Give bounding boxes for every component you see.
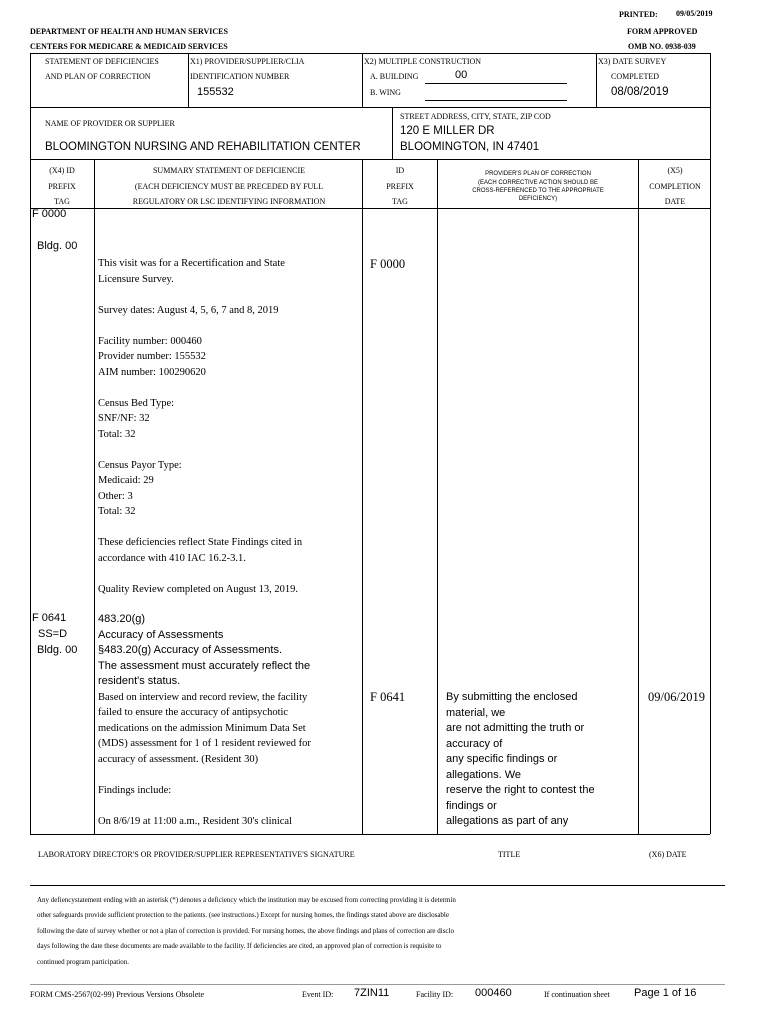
- plan-line: By submitting the enclosed: [446, 691, 578, 703]
- summary-line: Total: 32: [98, 506, 136, 517]
- event-id-label: Event ID:: [302, 990, 334, 999]
- x4-header-1: (X4) ID: [49, 166, 75, 175]
- summary-line: These deficiencies reflect State Findings cited in: [98, 537, 303, 548]
- form-approved: FORM APPROVED: [627, 27, 698, 36]
- top-box-border: [30, 53, 710, 54]
- regulation-section: §483.20(g) Accuracy of Assessments.: [98, 644, 283, 656]
- summary-line: This visit was for a Recertification and State: [98, 258, 285, 269]
- regulation-text: resident's status.: [98, 675, 181, 687]
- provider-id-value: 155532: [197, 86, 234, 98]
- disclaimer-line: days following the date these documents are made available to the facility. If deficiencies are cited, an approved plan of correction is requisite to: [37, 942, 442, 950]
- box-bottom-border: [30, 107, 710, 108]
- provider-id-label-2: IDENTIFICATION NUMBER: [190, 72, 290, 81]
- continuation-label: If continuation sheet: [544, 990, 610, 999]
- x5-header-1: (X5): [667, 166, 683, 175]
- disclaimer-line: Any defiencystatement ending with an asterisk (*) denotes a deficiency which the institution may be excused from correcting providing it is determin: [37, 896, 456, 904]
- deficiency-line: accuracy of assessment. (Resident 30): [98, 754, 259, 765]
- col-line-id: [437, 159, 438, 834]
- statement-label-1: STATEMENT OF DEFICIENCIES: [45, 57, 159, 66]
- provider-name-value: BLOOMINGTON NURSING AND REHABILITATION CENTER: [45, 141, 361, 153]
- col-line-left: [30, 159, 31, 834]
- regulation-title: Accuracy of Assessments: [98, 629, 224, 641]
- col-line-plan: [638, 159, 639, 834]
- disclaimer-line: other safeguards provide sufficient protection to the patients. (see instructions.) Except for nursing homes, the findings stated above are disclosable: [37, 911, 449, 919]
- id-tag-f0000: F 0000: [370, 257, 406, 271]
- wing-underline: [425, 100, 567, 101]
- deficiency-line: Findings include:: [98, 785, 172, 796]
- plan-header-3: CROSS-REFERENCED TO THE APPROPRIATE: [472, 188, 604, 194]
- completion-date: 09/06/2019: [648, 690, 705, 704]
- provider-id-label: X1) PROVIDER/SUPPLIER/CLIA: [190, 57, 305, 66]
- plan-line: accuracy of: [446, 738, 503, 750]
- summary-line: SNF/NF: 32: [98, 413, 150, 424]
- summary-line: Facility number: 000460: [98, 336, 202, 347]
- deficiency-line: (MDS) assessment for 1 of 1 resident reviewed for: [98, 738, 311, 749]
- id-tag-f0641: F 0641: [370, 690, 406, 704]
- plan-line: material, we: [446, 707, 506, 719]
- signature-label: LABORATORY DIRECTOR'S OR PROVIDER/SUPPLIER REPRESENTATIVE'S SIGNATURE: [38, 850, 355, 859]
- summary-header-3: REGULATORY OR LSC IDENTIFYING INFORMATION: [132, 197, 326, 206]
- statement-label-2: AND PLAN OF CORRECTION: [45, 72, 151, 81]
- summary-line: Other: 3: [98, 491, 133, 502]
- summary-line: Provider number: 155532: [98, 351, 206, 362]
- summary-line: accordance with 410 IAC 16.2-3.1.: [98, 553, 246, 564]
- summary-line: Census Payor Type:: [98, 460, 182, 471]
- facility-id-value: 000460: [475, 987, 512, 999]
- plan-line: reserve the right to contest the: [446, 784, 595, 796]
- form-id: FORM CMS-2567(02-99) Previous Versions Obsolete: [30, 990, 205, 999]
- building-underline: [425, 83, 567, 84]
- address-line-1: 120 E MILLER DR: [400, 125, 495, 137]
- x5-header-3: DATE: [664, 197, 686, 206]
- col-line-tag: [94, 159, 95, 834]
- tag-f0641: F 0641: [32, 612, 67, 624]
- col-line-summary: [362, 159, 363, 834]
- tag-bldg-2: Bldg. 00: [37, 644, 78, 656]
- id-header-1: ID: [395, 166, 405, 175]
- deficiency-line: Based on interview and record review, the facility: [98, 692, 308, 703]
- x4-header-2: PREFIX: [48, 182, 76, 191]
- regulation-number: 483.20(g): [98, 613, 146, 625]
- building-value: 00: [455, 69, 468, 81]
- box-left-border: [30, 53, 31, 107]
- tag-ss: SS=D: [38, 628, 68, 640]
- plan-line: are not admitting the truth or: [446, 722, 585, 734]
- column-header-top: [30, 159, 710, 160]
- x5-header-2: COMPLETION: [649, 182, 701, 191]
- summary-line: AIM number: 100290620: [98, 367, 206, 378]
- summary-line: Census Bed Type:: [98, 398, 175, 409]
- facility-id-label: Facility ID:: [416, 990, 454, 999]
- summary-line: Survey dates: August 4, 5, 6, 7 and 8, 2019: [98, 305, 279, 316]
- provider-left-border: [30, 107, 31, 159]
- deficiency-line: On 8/6/19 at 11:00 a.m., Resident 30's clinical: [98, 816, 292, 827]
- disclaimer-line: continued program participation.: [37, 958, 129, 966]
- disclaimer-line: following the date of survey whether or not a plan of correction is provided. For nursing homes, the above findings and plans of correction are disclo: [37, 927, 454, 935]
- plan-line: findings or: [446, 800, 497, 812]
- summary-header-1: SUMMARY STATEMENT OF DEFICIENCIE: [152, 166, 306, 175]
- date-label: (X6) DATE: [649, 850, 687, 859]
- col-line-right: [710, 159, 711, 834]
- plan-header-2: (EACH CORRECTIVE ACTION SHOULD BE: [477, 180, 599, 186]
- deficiency-line: failed to ensure the accuracy of antipsychotic: [98, 707, 289, 718]
- date-survey-value: 08/08/2019: [611, 86, 669, 98]
- omb-number: OMB NO. 0938-039: [628, 42, 696, 51]
- column-header-bottom: [30, 208, 710, 209]
- provider-divider: [392, 107, 393, 159]
- id-header-2: PREFIX: [386, 182, 414, 191]
- centers-name: CENTERS FOR MEDICARE & MEDICAID SERVICES: [30, 42, 228, 51]
- box-right-border: [710, 53, 711, 107]
- printed-label: PRINTED:: [619, 10, 658, 19]
- id-header-3: TAG: [392, 197, 408, 206]
- body-bottom-border: [30, 834, 710, 835]
- wing-label: B. WING: [370, 88, 401, 97]
- department-name: DEPARTMENT OF HEALTH AND HUMAN SERVICES: [30, 27, 228, 36]
- building-label: A. BUILDING: [370, 72, 419, 81]
- summary-line: Medicaid: 29: [98, 475, 154, 486]
- address-label: STREET ADDRESS, CITY, STATE, ZIP COD: [400, 112, 551, 121]
- plan-line: any specific findings or: [446, 753, 558, 765]
- deficiency-line: medications on the admission Minimum Data Set: [98, 723, 306, 734]
- address-line-2: BLOOMINGTON, IN 47401: [400, 141, 540, 153]
- provider-name-label: NAME OF PROVIDER OR SUPPLIER: [45, 119, 175, 128]
- summary-line: Quality Review completed on August 13, 2019.: [98, 584, 299, 595]
- plan-header-4: DEFICIENCY): [518, 196, 558, 202]
- title-label: TITLE: [498, 850, 521, 859]
- summary-line: Licensure Survey.: [98, 274, 174, 285]
- footer-divider: [30, 984, 725, 985]
- box-divider-3: [596, 53, 597, 107]
- page-number: Page 1 of 16: [634, 987, 697, 999]
- printed-date: 09/05/2019: [676, 9, 713, 18]
- date-completed-label: COMPLETED: [611, 72, 659, 81]
- regulation-text: The assessment must accurately reflect the: [98, 660, 311, 672]
- summary-line: Total: 32: [98, 429, 136, 440]
- date-survey-label: X3) DATE SURVEY: [598, 57, 667, 66]
- box-divider-1: [188, 53, 189, 107]
- event-id-value: 7ZIN11: [354, 987, 390, 999]
- plan-line: allegations as part of any: [446, 815, 569, 827]
- tag-f0000: F 0000: [32, 208, 67, 220]
- plan-header-1: PROVIDER'S PLAN OF CORRECTION: [485, 171, 591, 177]
- tag-bldg-1: Bldg. 00: [37, 240, 78, 252]
- summary-header-2: (EACH DEFICIENCY MUST BE PRECEDED BY FULL: [134, 182, 324, 191]
- multiple-construction-label: X2) MULTIPLE CONSTRUCTION: [364, 57, 482, 66]
- x4-header-3: TAG: [54, 197, 70, 206]
- signature-bottom-line: [30, 885, 725, 886]
- box-divider-2: [362, 53, 363, 107]
- provider-right-border: [710, 107, 711, 159]
- plan-line: allegations. We: [446, 769, 522, 781]
